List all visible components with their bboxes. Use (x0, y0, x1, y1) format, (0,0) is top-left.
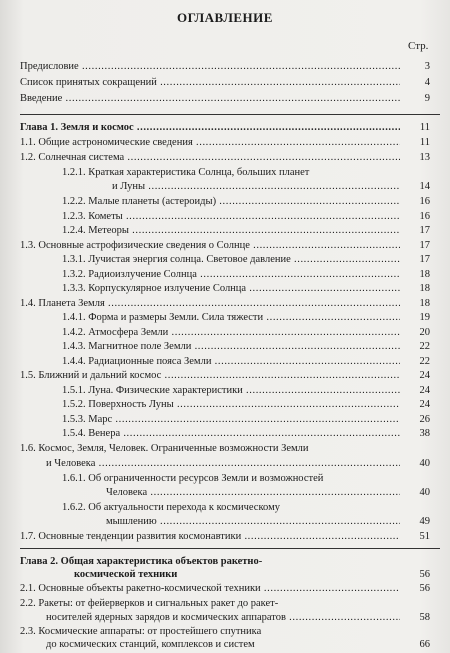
toc-entry-page: 16 (419, 211, 430, 222)
toc-entry-title: Глава 1. Земля и космос ..... (20, 121, 400, 134)
toc-entry-title: 1.4.2. Атмосфера Земли ..... (62, 326, 400, 339)
page-column-label: Стр. (408, 40, 429, 52)
toc-entry-title: 1.2.4. Метеоры ..... (62, 224, 400, 237)
toc-entry-title-cont: и Луны ..... (112, 180, 400, 193)
page-title: ОГЛАВЛЕНИЕ (177, 10, 273, 25)
toc-entry-page: 22 (419, 341, 430, 352)
toc-entry-title: 1.3.2. Радиоизлучение Солнца ..... (62, 268, 400, 281)
toc-entry-title: 1.6.2. Об актуальности перехода к космическому (62, 502, 280, 513)
toc-entry-title: 2.1. Основные объекты ракетно-космической техники ..... (20, 582, 400, 595)
toc-entry-page: 49 (419, 516, 430, 527)
toc-entry-page: 18 (419, 298, 430, 309)
toc-entry-title: 1.4.4. Радиационные пояса Земли ..... (62, 355, 400, 368)
toc-entry-page: 13 (419, 152, 430, 163)
toc-entry-page: 17 (419, 254, 430, 265)
toc-entry-page: 24 (419, 370, 430, 381)
toc-entry-page: 51 (419, 531, 430, 542)
toc-entry-page: 24 (419, 385, 430, 396)
toc-entry-page: 40 (419, 487, 430, 498)
toc-entry-page: 18 (419, 283, 430, 294)
toc-entry-page: 66 (419, 639, 430, 650)
toc-entry-page: 56 (419, 569, 430, 580)
toc-entry-title: 2.2. Ракеты: от фейерверков и сигнальных ракет до ракет- (20, 598, 279, 609)
toc-entry-page: 58 (419, 612, 430, 623)
toc-entry-title: 2.3. Космические аппараты: от простейшего спутника (20, 626, 262, 637)
toc-entry-page: 14 (419, 181, 430, 192)
toc-entry-title: 1.4. Планета Земля ..... (20, 297, 400, 310)
toc-entry-page: 11 (419, 137, 430, 148)
toc-entry-title: 1.4.1. Форма и размеры Земли. Сила тяжести ..... (62, 311, 400, 324)
toc-entry-title: 1.3.1. Лучистая энергия солнца. Световое давление ..... (62, 253, 400, 266)
toc-entry-page: 22 (419, 356, 430, 367)
toc-entry-title: Глава 2. Общая характеристика объектов ракетно- (20, 556, 263, 567)
toc-entry-page: 26 (419, 414, 430, 425)
toc-entry-title: 1.2. Солнечная система ..... (20, 151, 400, 164)
toc-entry-title: 1.5.1. Луна. Физические характеристики ..... (62, 384, 400, 397)
toc-entry-page: 18 (419, 269, 430, 280)
toc-entry-page: 20 (419, 327, 430, 338)
toc-entry-title: 1.2.3. Кометы ..... (62, 210, 400, 223)
toc-entry-title: 1.6. Космос, Земля, Человек. Ограниченные возможности Земли (20, 443, 309, 454)
toc-entry-page: 11 (419, 122, 430, 133)
toc-entry-title: 1.2.2. Малые планеты (астероиды) ..... (62, 195, 400, 208)
toc-entry-title-cont: до космических станций, комплексов и систем (46, 639, 255, 650)
toc-entry-page: 38 (419, 428, 430, 439)
toc-entry-title: Список принятых сокращений ..... (20, 76, 400, 89)
toc-entry-page: 56 (419, 583, 430, 594)
toc-entry-title: 1.4.3. Магнитное поле Земли ..... (62, 340, 400, 353)
toc-entry-title: 1.5.2. Поверхность Луны ..... (62, 398, 400, 411)
toc-entry-title: 1.5.3. Марс ..... (62, 413, 400, 426)
toc-entry-title: 1.2.1. Краткая характеристика Солнца, больших планет (62, 167, 310, 178)
toc-entry-page: 17 (419, 240, 430, 251)
toc-entry-page: 4 (424, 77, 430, 88)
toc-entry-page: 19 (419, 312, 430, 323)
toc-entry-title-cont: и Человека ..... (46, 457, 400, 470)
toc-entry-page: 40 (419, 458, 430, 469)
toc-entry-title: Предисловие ..... (20, 60, 400, 73)
toc-entry-page: 24 (419, 399, 430, 410)
toc-entry-title: 1.1. Общие астрономические сведения ..... (20, 136, 400, 149)
toc-entry-title: 1.3.3. Корпускулярное излучение Солнца ..... (62, 282, 400, 295)
toc-entry-title-cont: носителей ядерных зарядов и космических аппаратов ..... (46, 611, 400, 624)
toc-entry-page: 9 (424, 93, 430, 104)
toc-entry-title: 1.3. Основные астрофизические сведения о Солнце ..... (20, 239, 400, 252)
toc-entry-title: 1.5. Ближний и дальний космос ..... (20, 369, 400, 382)
section-divider (20, 548, 440, 549)
toc-entry-title: 1.6.1. Об ограниченности ресурсов Земли и возможностей (62, 473, 324, 484)
toc-entry-title: Введение ..... (20, 92, 400, 105)
toc-entry-title-cont: мышлению ..... (106, 515, 400, 528)
toc-entry-title: 1.5.4. Венера ..... (62, 427, 400, 440)
section-divider (20, 114, 440, 115)
toc-entry-page: 3 (424, 61, 430, 72)
toc-entry-page: 17 (419, 225, 430, 236)
toc-entry-title-cont: Человека ..... (106, 486, 400, 499)
toc-entry-title: 1.7. Основные тенденции развития космонавтики ..... (20, 530, 400, 543)
toc-entry-title-cont: космической техники (74, 569, 178, 580)
toc-entry-page: 16 (419, 196, 430, 207)
